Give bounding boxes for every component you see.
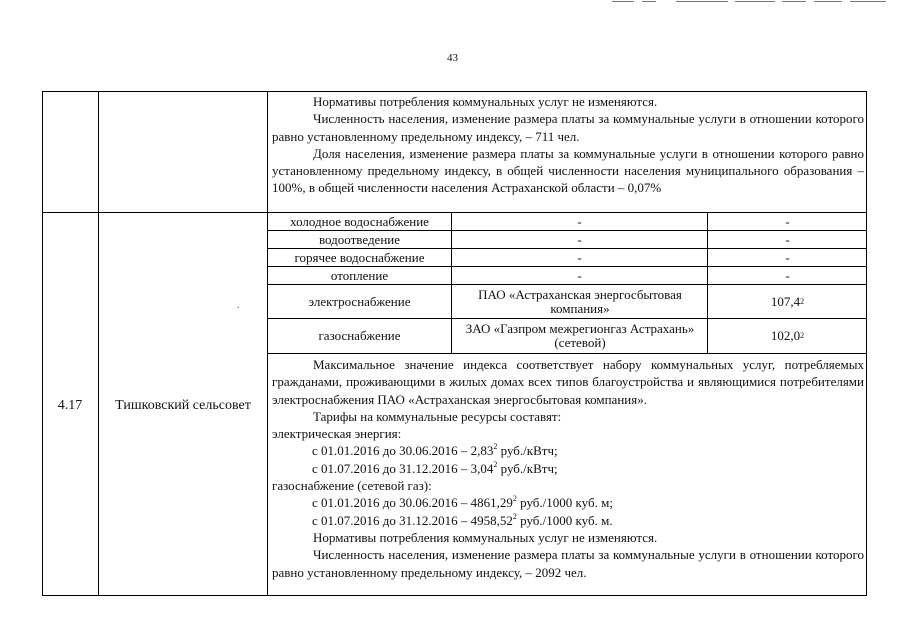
- service-name: газоснабжение: [318, 328, 401, 343]
- tariffs-heading: Тарифы на коммунальные ресурсы составят:: [313, 408, 562, 424]
- norms-paragraph: Нормативы потребления коммунальных услуг не изменяются.: [313, 529, 658, 545]
- service-provider: -: [577, 213, 582, 229]
- gas-tariff-2: с 01.07.2016 до 31.12.2016 – 4958,52$^2$ руб./1000 куб. м.: [312, 511, 613, 528]
- service-index: 102,0: [770, 328, 801, 343]
- gas-label: газоснабжение (сетевой газ):: [272, 478, 432, 494]
- service-provider: ЗАО «Газпром межрегионгаз Астрахань» (сетевой): [465, 321, 695, 350]
- scan-speck: .: [237, 300, 240, 311]
- share-paragraph: Доля населения, изменение размера платы за коммунальные услуги в отношении которого равно установленному предельному индексу, в общей численности населения муниципального образования – 100%, в общей численности населения Астраханской области – 0,07%: [272, 145, 864, 196]
- service-name: горячее водоснабжение: [294, 249, 425, 265]
- scan-artifact: [642, 1, 656, 2]
- scan-artifact: [782, 1, 806, 2]
- scan-artifact: [814, 1, 842, 2]
- scan-artifact: [676, 1, 728, 2]
- service-index-cell: 107,4 2: [770, 293, 805, 309]
- norms-paragraph: Нормативы потребления коммунальных услуг не изменяются.: [313, 94, 658, 109]
- max-index-paragraph: Максимальное значение индекса соответствует набору коммунальных услуг, потребляемых гражданами, проживающими в жилых домах всех типов благоустройства и являющимися потребителями электроснабжения ПАО «Астраханская энергосбытовая компания».: [272, 357, 864, 407]
- service-name: холодное водоснабжение: [290, 213, 429, 229]
- row-number: 4.17: [57, 398, 83, 413]
- service-index: -: [785, 249, 790, 265]
- municipality-name: Тишковский сельсовет: [115, 398, 251, 413]
- population-paragraph: Численность населения, изменение размера платы за коммунальные услуги в отношении которого равно установленному предельному индексу, – 711 чел.: [272, 111, 864, 144]
- service-provider: ПАО «Астраханская энергосбытовая компания»: [478, 286, 682, 316]
- service-index: -: [785, 231, 790, 247]
- service-index: -: [785, 213, 790, 229]
- service-provider: -: [577, 249, 582, 265]
- service-index: 107,4: [770, 293, 801, 309]
- electricity-tariff-2: с 01.07.2016 до 31.12.2016 – 3,04$^2$ руб./кВтч;: [312, 459, 558, 476]
- col-divider-number: [98, 91, 99, 596]
- page-number: 43: [447, 52, 458, 64]
- scan-artifact: [735, 1, 775, 2]
- gas-tariff-1: с 01.01.2016 до 30.06.2016 – 4861,29$^2$ руб./1000 куб. м;: [312, 494, 613, 511]
- service-index-cell: 102,0 2: [770, 328, 805, 343]
- electricity-tariff-1: с 01.01.2016 до 30.06.2016 – 2,83$^2$ руб./кВтч;: [312, 442, 558, 459]
- population-paragraph: Численность населения, изменение размера платы за коммунальные услуги в отношении которого равно установленному предельному индексу, – 2092 чел.: [272, 547, 864, 580]
- scan-artifact: [850, 1, 886, 2]
- service-name: электроснабжение: [308, 293, 411, 309]
- services-row-divider: [267, 353, 867, 354]
- service-name: водоотведение: [318, 231, 401, 247]
- service-provider: -: [577, 267, 582, 283]
- scan-artifact: [612, 1, 634, 2]
- service-provider: -: [577, 231, 582, 247]
- bottom-text-block: [272, 356, 864, 581]
- electricity-label: электрическая энергия:: [272, 426, 402, 442]
- service-name: отопление: [330, 267, 389, 283]
- top-text-block: [272, 93, 864, 197]
- service-index: -: [785, 267, 790, 283]
